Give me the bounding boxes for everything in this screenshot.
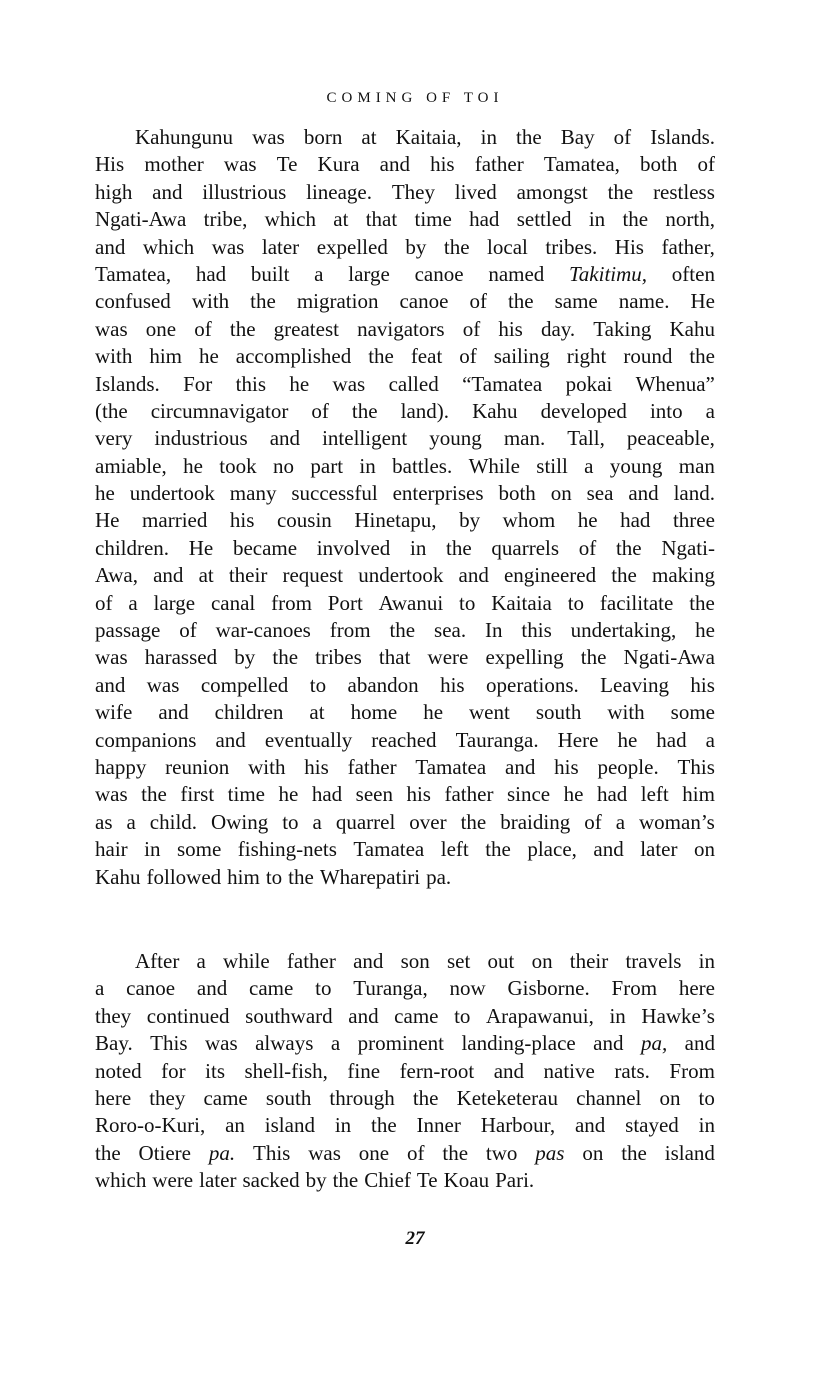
text-line: as a child. Owing to a quarrel over the braiding of a woman’s bbox=[95, 809, 715, 834]
text-line: the Otiere pa. This was one of the two pas on the island bbox=[95, 1140, 715, 1165]
text-line: and which was later expelled by the local tribes. His father, bbox=[95, 234, 715, 259]
text-line: here they came south through the Keteketerau channel on to bbox=[95, 1085, 715, 1110]
text-line: he undertook many successful enterprises both on sea and land. bbox=[95, 481, 715, 506]
text-line: was one of the greatest navigators of his day. Taking Kahu bbox=[95, 316, 715, 341]
text-line: Islands. For this he was called “Tamatea pokai Whenua” bbox=[95, 371, 715, 396]
text-line: and was compelled to abandon his operations. Leaving his bbox=[95, 672, 715, 697]
text-line: (the circumnavigator of the land). Kahu developed into a bbox=[95, 398, 715, 423]
running-head: COMING OF TOI bbox=[326, 90, 504, 106]
paragraph-2 bbox=[95, 948, 715, 1195]
text-line: which were later sacked by the Chief Te Koau Pari. bbox=[95, 1168, 535, 1193]
text-line: Roro-o-Kuri, an island in the Inner Harbour, and stayed in bbox=[95, 1113, 715, 1138]
page-number: 27 bbox=[405, 1228, 425, 1249]
text-line: of a large canal from Port Awanui to Kaitaia to facilitate the bbox=[95, 590, 715, 615]
text-line: Bay. This was always a prominent landing-place and pa, and bbox=[95, 1031, 715, 1056]
text-line: Ngati-Awa tribe, which at that time had settled in the north, bbox=[95, 207, 715, 232]
text-line: He married his cousin Hinetapu, by whom he had three bbox=[95, 508, 715, 533]
text-line: passage of war-canoes from the sea. In this undertaking, he bbox=[95, 618, 715, 643]
text-line: was the first time he had seen his father since he had left him bbox=[95, 782, 715, 807]
text-line: happy reunion with his father Tamatea and his people. This bbox=[95, 754, 715, 779]
text-line: high and illustrious lineage. They lived amongst the restless bbox=[95, 179, 715, 204]
text-line: noted for its shell-fish, fine fern-root and native rats. From bbox=[95, 1058, 715, 1083]
text-line: with him he accomplished the feat of sailing right round the bbox=[95, 344, 715, 369]
text-line: a canoe and came to Turanga, now Gisborne. From here bbox=[95, 976, 715, 1001]
text-line: confused with the migration canoe of the same name. He bbox=[95, 289, 715, 314]
text-line: Kahu followed him to the Wharepatiri pa. bbox=[95, 864, 452, 889]
text-line: very industrious and intelligent young man. Tall, peaceable, bbox=[95, 426, 715, 451]
text-line: Awa, and at their request undertook and engineered the making bbox=[95, 563, 715, 588]
text-line: His mother was Te Kura and his father Tamatea, both of bbox=[95, 152, 715, 177]
text-line: wife and children at home he went south with some bbox=[95, 700, 715, 725]
text-line: Tamatea, had built a large canoe named Takitimu, often bbox=[95, 261, 715, 286]
text-line: hair in some fishing-nets Tamatea left the place, and later on bbox=[95, 837, 715, 862]
text-line: companions and eventually reached Tauranga. Here he had a bbox=[95, 727, 715, 752]
text-line: children. He became involved in the quarrels of the Ngati- bbox=[95, 535, 715, 560]
text-line: was harassed by the tribes that were expelling the Ngati-Awa bbox=[95, 645, 715, 670]
text-line: Kahungunu was born at Kaitaia, in the Bay of Islands. bbox=[135, 125, 715, 149]
text-line: After a while father and son set out on their travels in bbox=[135, 949, 715, 973]
paragraph-1 bbox=[95, 124, 715, 891]
text-line: amiable, he took no part in battles. While still a young man bbox=[95, 453, 715, 478]
text-line: they continued southward and came to Arapawanui, in Hawke’s bbox=[95, 1003, 715, 1028]
